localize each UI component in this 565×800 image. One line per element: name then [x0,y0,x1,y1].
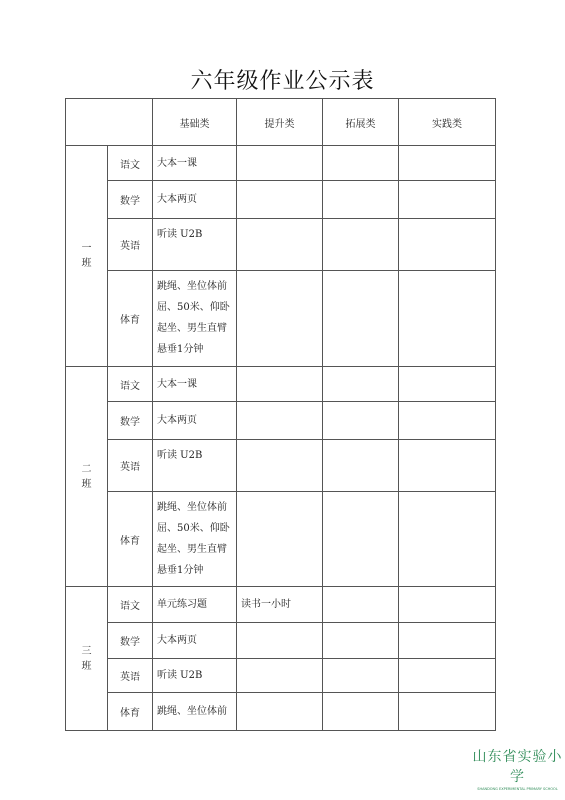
subject-cell: 英语 [108,440,153,492]
expand-cell [323,492,399,587]
subject-cell: 英语 [108,219,153,271]
expand-cell [323,271,399,367]
basic-cell: 跳绳、坐位体前屈、50米、仰卧起坐、男生直臂悬垂1分钟 [153,271,237,367]
practice-cell [399,146,496,181]
expand-cell [323,693,399,731]
expand-cell [323,367,399,402]
practice-cell [399,440,496,492]
improve-cell [237,271,323,367]
table-row [66,659,496,693]
expand-cell [323,402,399,440]
basic-cell: 听读 U2B [153,659,237,693]
table-row [66,693,496,731]
expand-cell [323,146,399,181]
header-blank-cell [66,99,153,146]
class-name-number: 三 [81,645,92,657]
table-row [66,587,496,623]
class-cell [66,367,108,587]
class-name-number: 二 [81,463,92,475]
practice-cell [399,623,496,659]
expand-cell [323,440,399,492]
subject-cell: 体育 [108,271,153,367]
practice-cell [399,693,496,731]
practice-cell [399,402,496,440]
practice-cell [399,367,496,402]
table-row [66,623,496,659]
expand-cell [323,181,399,219]
expand-cell [323,219,399,271]
subject-cell: 语文 [108,367,153,402]
class-cell [66,146,108,367]
practice-cell [399,492,496,587]
subject-cell: 数学 [108,402,153,440]
improve-cell [237,146,323,181]
school-name-cn: 山东省实验小学 [472,749,563,785]
table-row [66,367,496,402]
basic-cell: 大本一课 [153,146,237,181]
improve-cell [237,492,323,587]
subject-cell: 体育 [108,492,153,587]
subject-cell: 数学 [108,623,153,659]
practice-cell [399,271,496,367]
basic-cell: 大本两页 [153,181,237,219]
header-improve: 提升类 [237,99,323,146]
subject-cell: 体育 [108,693,153,731]
class-cell [66,587,108,731]
basic-cell: 大本两页 [153,402,237,440]
improve-cell [237,659,323,693]
improve-cell [237,440,323,492]
basic-cell: 大本两页 [153,623,237,659]
expand-cell [323,587,399,623]
improve-cell [237,402,323,440]
practice-cell [399,219,496,271]
basic-cell: 跳绳、坐位体前屈、50米、仰卧起坐、男生直臂悬垂1分钟 [153,492,237,587]
improve-cell [237,367,323,402]
practice-cell [399,659,496,693]
table-row [66,271,496,367]
improve-cell [237,219,323,271]
expand-cell [323,659,399,693]
homework-table [65,98,496,731]
school-logo [470,746,565,791]
basic-cell: 听读 U2B [153,219,237,271]
table-row [66,402,496,440]
class-name-suffix: 班 [81,478,92,490]
basic-cell: 听读 U2B [153,440,237,492]
class-name-suffix: 班 [81,258,92,269]
basic-cell: 单元练习题 [153,587,237,623]
improve-cell [237,623,323,659]
table-header-row [66,99,496,146]
school-name-en: SHANDONG EXPERIMENTAL PRIMARY SCHOOL [477,787,558,791]
page-title: 六年级作业公示表 [190,69,375,94]
improve-cell: 读书一小时 [237,587,323,623]
practice-cell [399,587,496,623]
class-name-number: 一 [81,243,92,254]
improve-cell [237,693,323,731]
improve-cell [237,181,323,219]
table-row [66,219,496,271]
basic-cell: 大本一课 [153,367,237,402]
header-practice: 实践类 [399,99,496,146]
class-name-suffix: 班 [81,660,92,672]
table-row [66,181,496,219]
expand-cell [323,623,399,659]
header-expand: 拓展类 [323,99,399,146]
subject-cell: 语文 [108,587,153,623]
header-basic: 基础类 [153,99,237,146]
table-row [66,146,496,181]
subject-cell: 数学 [108,181,153,219]
subject-cell: 语文 [108,146,153,181]
subject-cell: 英语 [108,659,153,693]
basic-cell: 跳绳、坐位体前 [153,693,237,731]
table-row [66,492,496,587]
table-row [66,440,496,492]
practice-cell [399,181,496,219]
